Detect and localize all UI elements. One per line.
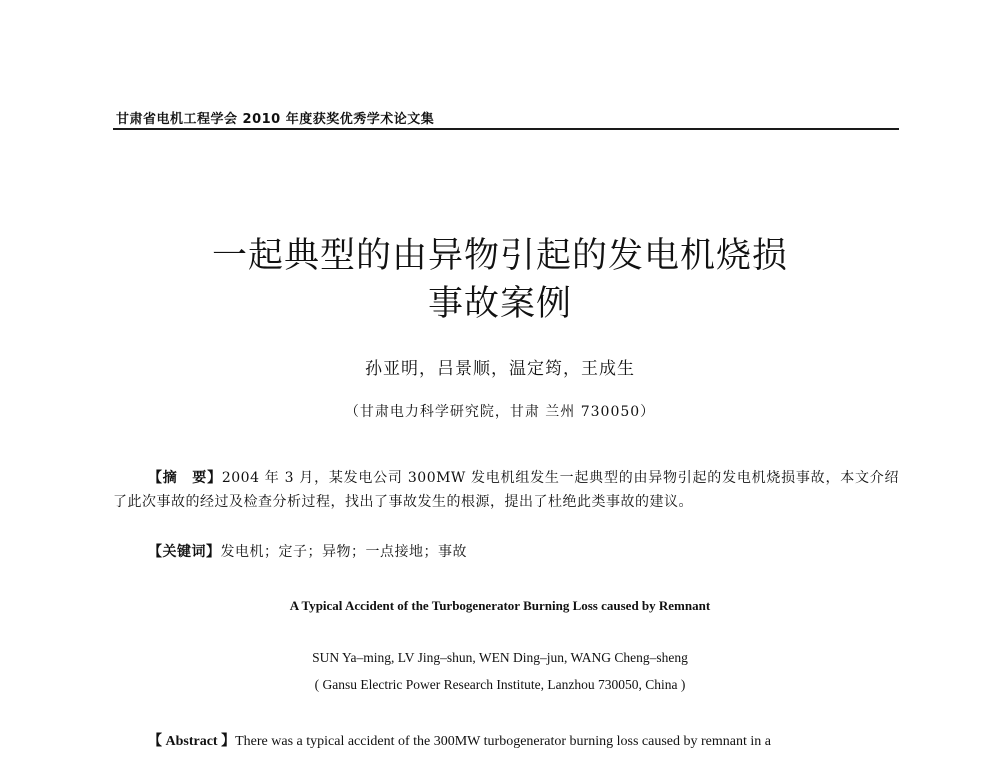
abstract-chinese (113, 466, 899, 514)
abstract-chinese-text: 2004 年 3 月，某发电公司 300MW 发电机组发生一起典型的由异物引起的发电机烧损事故，本文介绍了此次事故的经过及检查分析过程，找出了事故发生的根源，提出了杜绝此类事故的建议。 (113, 470, 900, 510)
keywords-chinese-label: 【关键词】 (148, 544, 221, 560)
abstract-chinese-label: 【摘 要】 (148, 470, 222, 486)
running-header: 甘肃省电机工程学会 2010 年度获奖优秀学术论文集 (116, 112, 435, 127)
keywords-chinese (148, 541, 467, 561)
affiliation-english: ( Gansu Electric Power Research Institute, Lanzhou 730050, China ) (314, 677, 686, 692)
header-rule (113, 128, 899, 130)
paper-title-line-1: 一起典型的由异物引起的发电机烧损 (211, 236, 788, 276)
abstract-english-label: 【 Abstract 】 (148, 734, 236, 749)
affiliation-chinese: （甘肃电力科学研究院，甘肃 兰州 730050） (344, 404, 656, 420)
authors-chinese: 孙亚明，吕景顺，温定筠，王成生 (365, 359, 635, 379)
paper-title-line-2: 事故案例 (427, 284, 572, 324)
abstract-english (113, 730, 899, 754)
abstract-english-text: There was a typical accident of the 300MW turbogenerator burning loss caused by remnant in a (235, 734, 771, 749)
authors-english: SUN Ya–ming, LV Jing–shun, WEN Ding–jun, WANG Cheng–sheng (312, 650, 688, 665)
keywords-chinese-text: 发电机；定子；异物；一点接地；事故 (220, 544, 467, 560)
paper-title-english: A Typical Accident of the Turbogenerator Burning Loss caused by Remnant (289, 598, 711, 613)
